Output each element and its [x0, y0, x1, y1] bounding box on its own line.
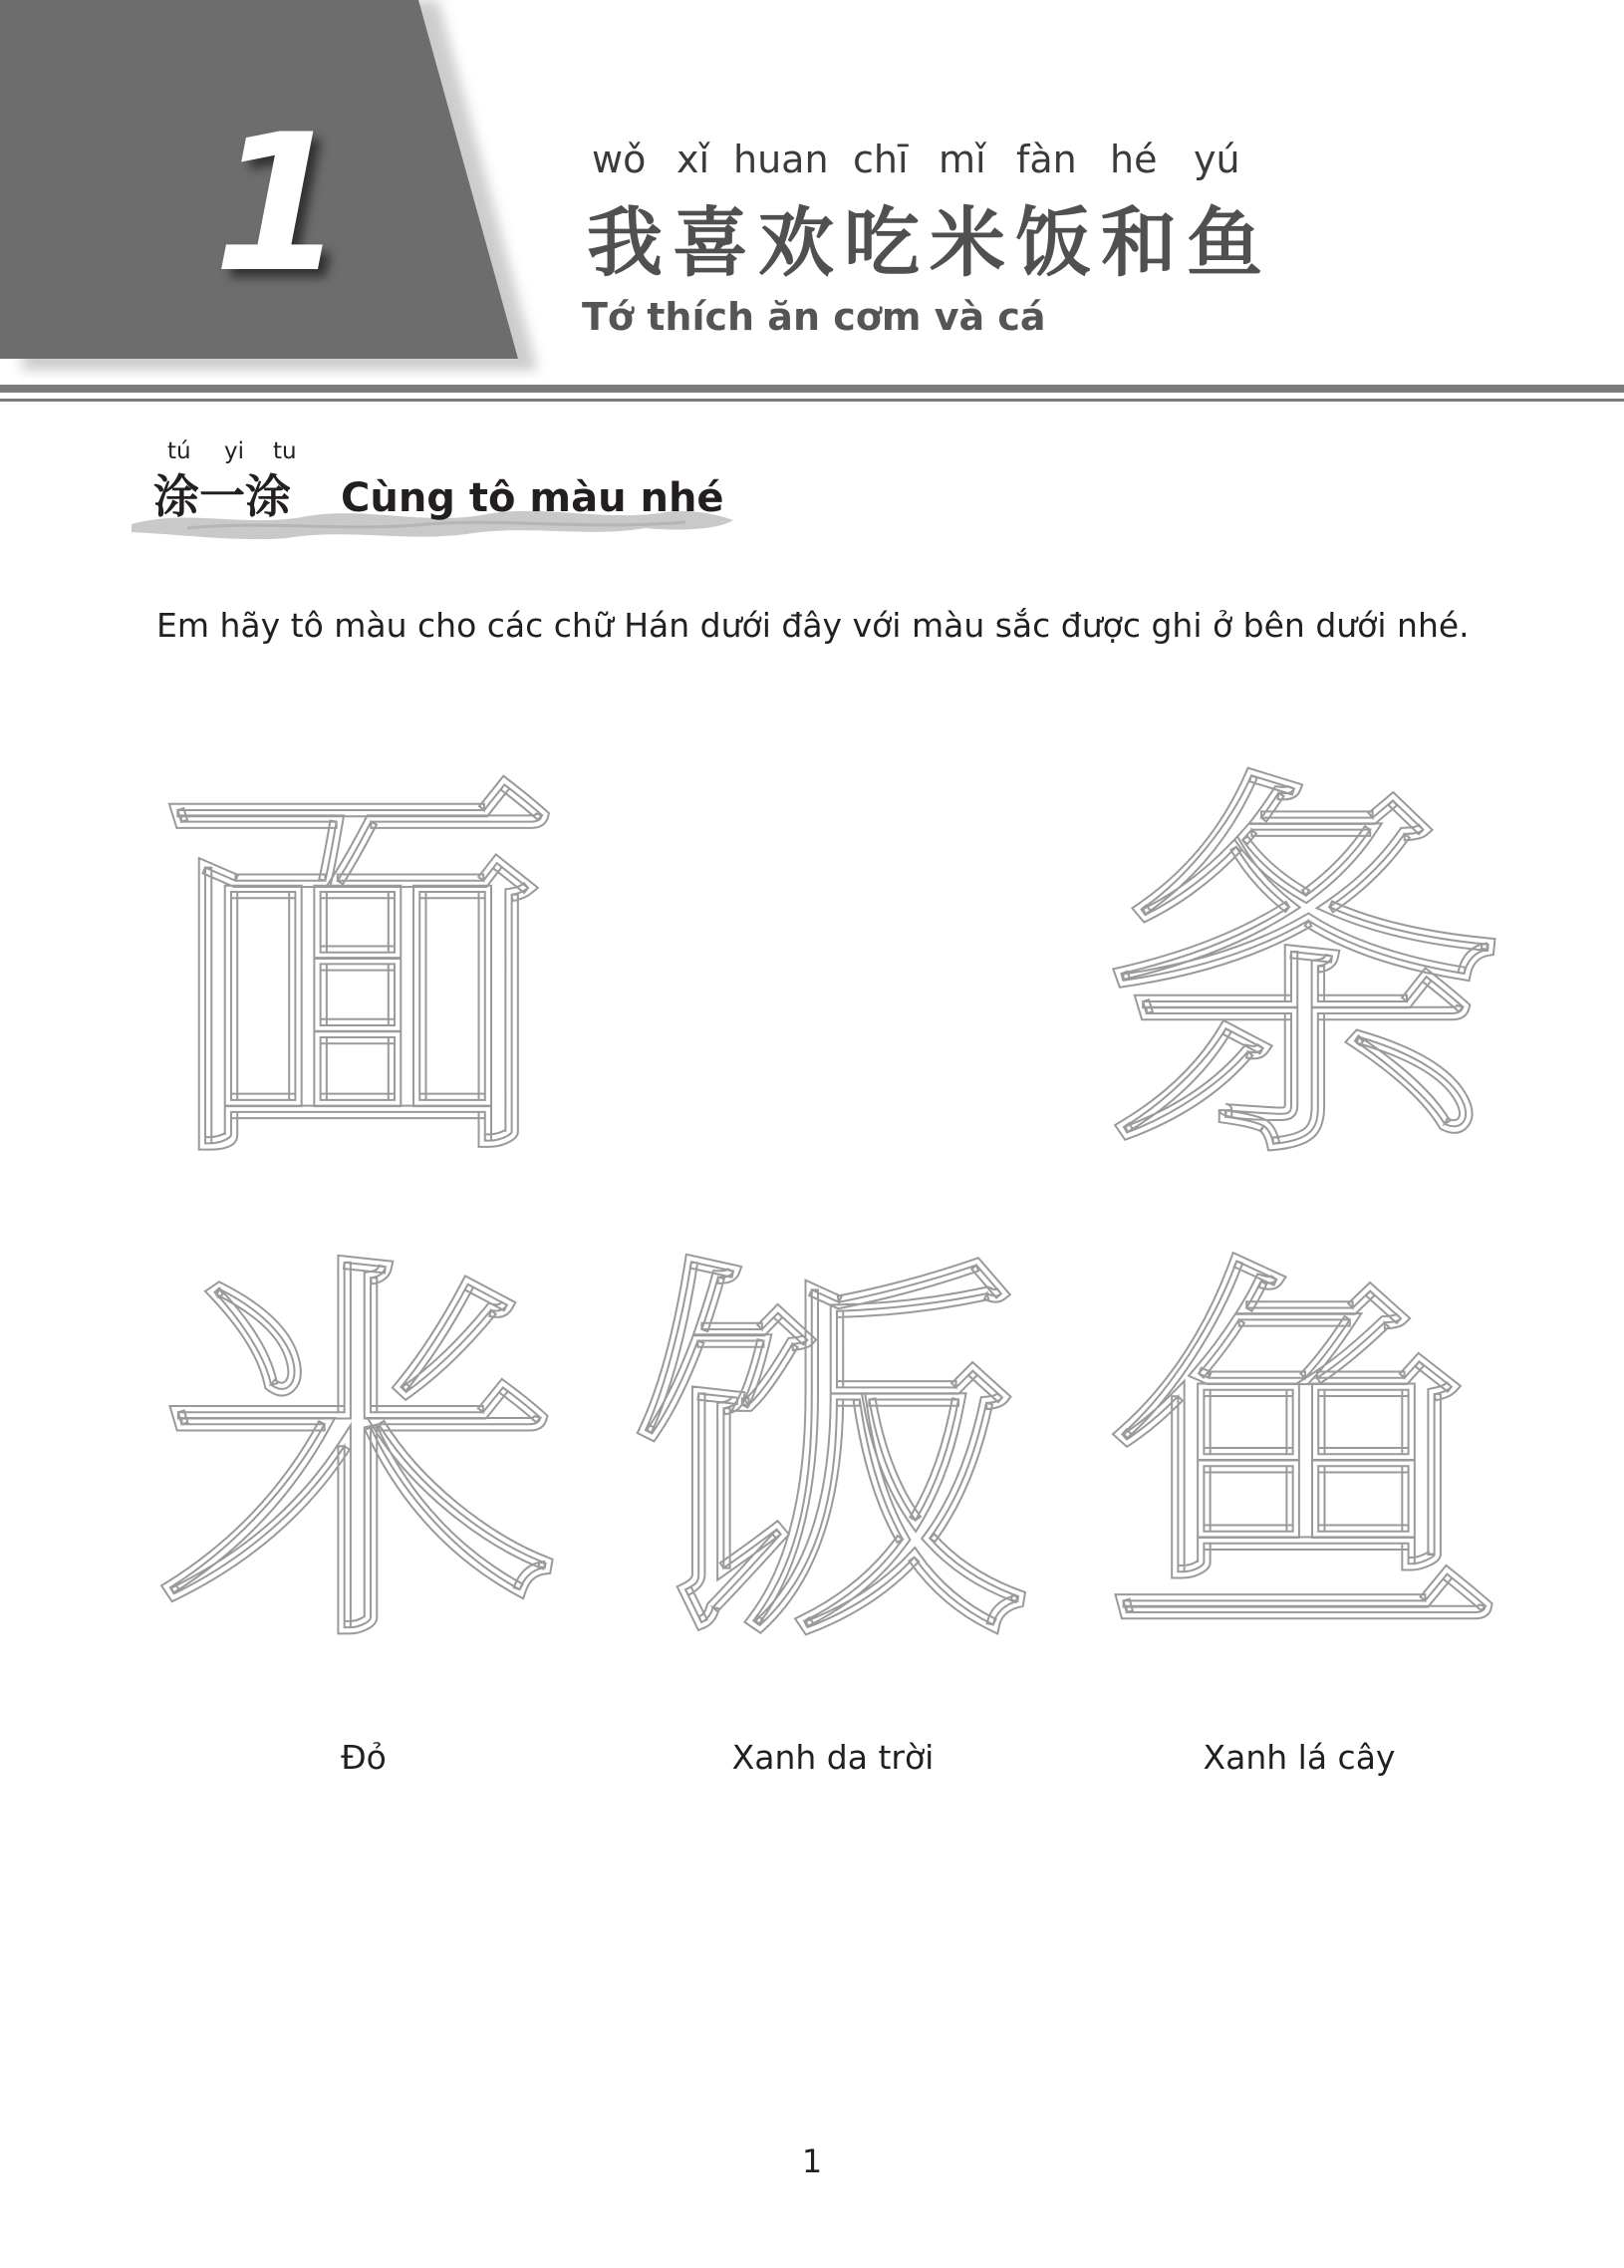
pinyin-syllable: yú: [1194, 138, 1240, 181]
pinyin-syllable: xǐ: [677, 138, 710, 181]
section-pinyin: tu: [273, 438, 297, 464]
lesson-number: 1: [212, 94, 346, 314]
pinyin-syllable: wǒ: [592, 138, 647, 181]
page-number: 1: [801, 2142, 823, 2180]
pinyin-syllable: chī: [853, 138, 909, 181]
title-char: 和: [1101, 198, 1177, 287]
section-pinyin: yi: [224, 438, 245, 464]
lesson-title-chinese: [582, 195, 1262, 295]
pinyin-syllable: huan: [733, 138, 829, 181]
pinyin-syllable: fàn: [1016, 138, 1077, 181]
pinyin-syllable: hé: [1110, 138, 1158, 181]
color-label-green: Xanh lá cây: [1203, 1738, 1396, 1777]
header-divider-thin: [0, 399, 1624, 402]
outline-character-tiao[interactable]: 条: [1104, 744, 1502, 1208]
title-char: 鱼: [1187, 198, 1262, 287]
section-title-chinese: 涂一涂: [153, 469, 291, 523]
title-char: 吃: [844, 198, 920, 287]
outline-character-mi[interactable]: 米: [159, 1228, 558, 1691]
section-title-vietnamese: Cùng tô màu nhé: [341, 475, 724, 521]
title-char: 喜: [673, 198, 748, 287]
outline-character-mian[interactable]: 面: [159, 744, 558, 1208]
title-char: 欢: [758, 198, 834, 287]
section-pinyin: tú: [167, 438, 191, 464]
lesson-title-vietnamese: Tớ thích ăn cơm và cá: [582, 295, 1046, 339]
header-divider: [0, 385, 1624, 393]
title-pinyin: [582, 138, 1259, 187]
outline-character-yu[interactable]: 鱼: [1104, 1228, 1502, 1691]
outline-character-fan[interactable]: 饭: [632, 1228, 1030, 1691]
instruction-text: Em hãy tô màu cho các chữ Hán dưới đây với màu sắc được ghi ở bên dưới nhé.: [156, 606, 1470, 645]
title-char: 饭: [1015, 198, 1091, 287]
color-label-red: Đỏ: [341, 1738, 387, 1777]
title-char: 我: [587, 198, 663, 287]
pinyin-syllable: mǐ: [939, 138, 986, 181]
title-char: 米: [930, 198, 1005, 287]
color-label-blue: Xanh da trời: [731, 1738, 935, 1777]
